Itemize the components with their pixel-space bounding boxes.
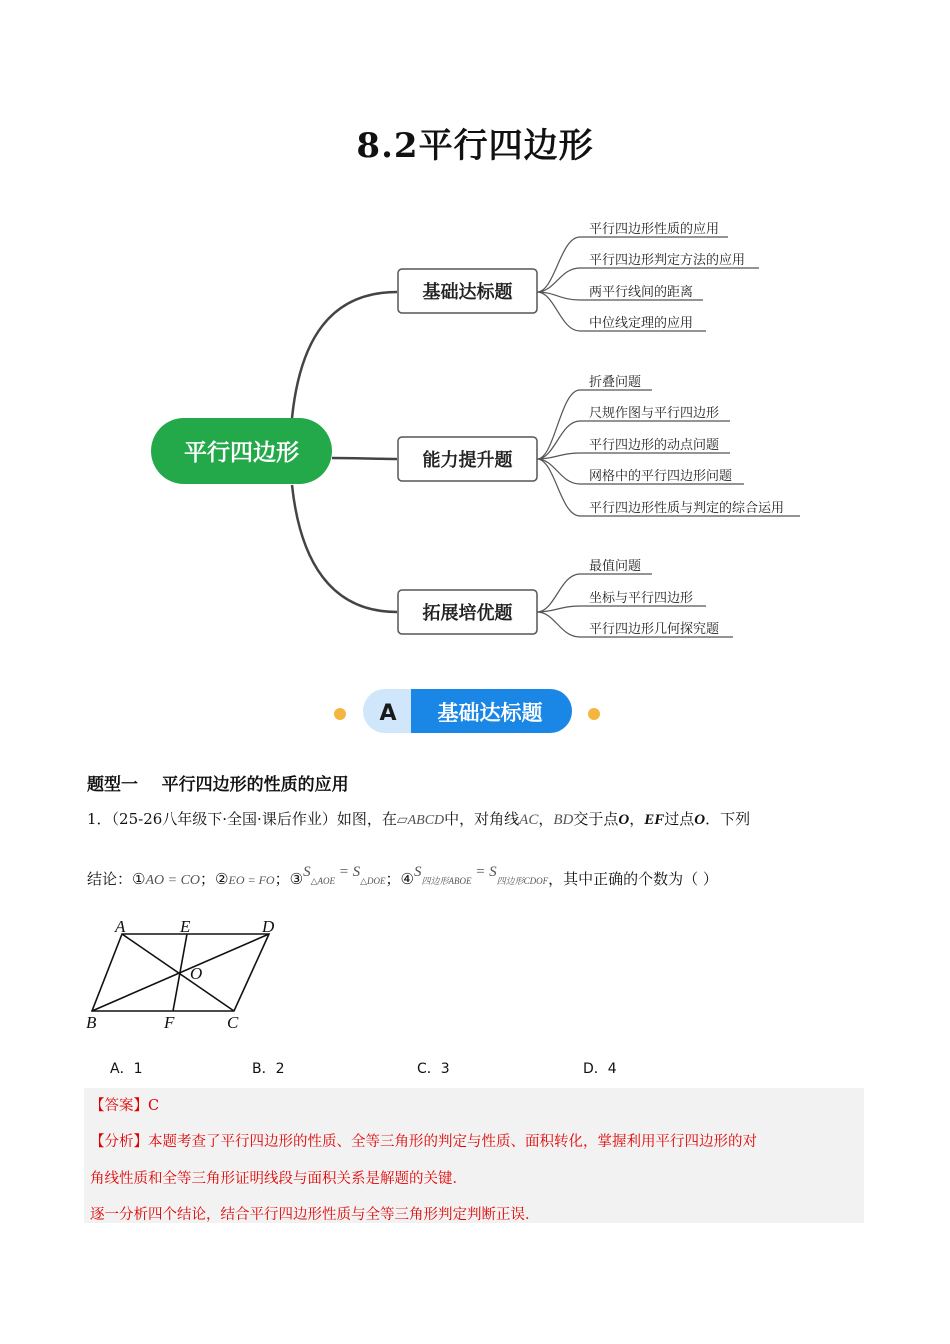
leaf: 平行四边形判定方法的应用	[589, 253, 746, 268]
leaf: 平行四边形性质与判定的综合运用	[589, 501, 785, 516]
math-ac: AC	[519, 812, 539, 828]
label-b: B	[86, 1013, 97, 1032]
label-d: D	[262, 917, 275, 936]
leaf: 坐标与平行四边形	[589, 591, 694, 606]
choice-a[interactable]: A．1	[110, 1061, 143, 1077]
conclusion-3-math: = S	[334, 864, 361, 880]
conclusion-4-math: S	[414, 864, 422, 880]
banner-dot-right	[588, 708, 600, 720]
choice-d[interactable]: D．4	[583, 1061, 617, 1077]
banner-letter: A	[379, 701, 397, 726]
connector-root-branch2	[332, 458, 397, 459]
answer-box	[84, 1088, 864, 1223]
question-type-heading: 题型一 平行四边形的性质的应用	[87, 775, 349, 795]
choice-b[interactable]: B．2	[252, 1061, 285, 1077]
branch-label: 能力提升题	[422, 450, 513, 471]
punct: ；	[385, 870, 401, 888]
leaf: 尺规作图与平行四边形	[589, 406, 720, 421]
conclusion-1-math: AO = CO	[145, 873, 201, 888]
answer-line: 【答案】C	[90, 1098, 160, 1114]
conclusion-3-math: △AOE	[310, 876, 335, 886]
label-a: A	[115, 917, 126, 936]
question-number: 1．	[87, 810, 112, 828]
section-banner	[0, 683, 950, 739]
punct: ；	[274, 870, 290, 888]
leaf: 平行四边形性质的应用	[589, 222, 720, 237]
conclusion-2-math: EO = FO	[228, 873, 275, 887]
connector-root-branch3	[292, 485, 397, 612]
conclusion-3-math: S	[303, 864, 311, 880]
point-o: O	[618, 812, 630, 828]
question-stem-line2	[87, 864, 718, 889]
question-text: 交于点	[573, 810, 619, 828]
question-text: ，其中正确的个数为（ ）	[548, 870, 718, 888]
choice-c[interactable]: C．3	[417, 1061, 450, 1077]
banner-label: 基础达标题	[437, 701, 543, 725]
leaf: 网格中的平行四边形问题	[589, 469, 733, 484]
segment-ef: EF	[644, 812, 665, 828]
conclusion-4-math: 四边形ABOE	[421, 876, 472, 886]
leaf: 平行四边形几何探究题	[589, 622, 720, 637]
leaf: 折叠问题	[589, 375, 642, 390]
question-text: 过点	[664, 810, 695, 828]
question-stem-line1	[87, 808, 750, 829]
point-o: O	[694, 812, 706, 828]
mind-map-root	[151, 418, 332, 484]
question-text: 结论：	[87, 870, 133, 888]
punct: ；	[200, 870, 216, 888]
diagonal-ac	[122, 934, 234, 1011]
conclusion-3-marker: ③	[289, 870, 304, 888]
conclusion-1-marker: ①	[132, 870, 146, 888]
mind-map	[0, 200, 950, 660]
conclusion-4-math: = S	[471, 864, 497, 880]
label-o: O	[190, 964, 203, 983]
parallelogram-figure	[84, 912, 294, 1037]
conclusion-2-marker: ②	[215, 870, 229, 888]
root-label: 平行四边形	[184, 440, 299, 466]
label-f: F	[164, 1013, 175, 1032]
branch-label: 拓展培优题	[422, 603, 513, 624]
branch-basic	[398, 221, 759, 331]
analysis-line: 逐一分析四个结论，结合平行四边形性质与全等三角形判定判断正误．	[90, 1207, 540, 1223]
conclusion-4-marker: ④	[400, 870, 414, 888]
leaf: 两平行线间的距离	[589, 285, 694, 300]
question-source: （25-26八年级下·全国·课后作业）如图，在	[111, 810, 397, 828]
conclusion-3-math: △DOE	[360, 876, 386, 886]
document-title: 8.2平行四边形	[356, 126, 594, 166]
punct: ，	[538, 810, 554, 828]
label-e: E	[180, 917, 191, 936]
branch-extension	[398, 558, 733, 637]
leaf: 平行四边形的动点问题	[589, 438, 720, 453]
parallelogram-symbol: ▱ABCD	[396, 813, 445, 828]
label-c: C	[227, 1013, 239, 1032]
leaf: 最值问题	[589, 559, 642, 574]
banner-dot-left	[334, 708, 346, 720]
question-text: 中，对角线	[444, 810, 520, 828]
math-bd: BD	[553, 812, 574, 828]
segment-ef	[173, 934, 187, 1011]
analysis-line: 角线性质和全等三角形证明线段与面积关系是解题的关键．	[90, 1171, 467, 1187]
punct: ，	[629, 810, 645, 828]
leaf: 中位线定理的应用	[589, 316, 694, 331]
connector-root-branch1	[292, 292, 397, 418]
conclusion-4-math: 四边形CDOF	[496, 876, 549, 886]
branch-label: 基础达标题	[422, 282, 513, 303]
analysis-line: 【分析】本题考查了平行四边形的性质、全等三角形的判定与性质、面积转化，掌握利用平行四边形的对	[90, 1134, 757, 1150]
branch-advanced	[398, 374, 800, 516]
question-text: ．下列	[705, 810, 751, 828]
